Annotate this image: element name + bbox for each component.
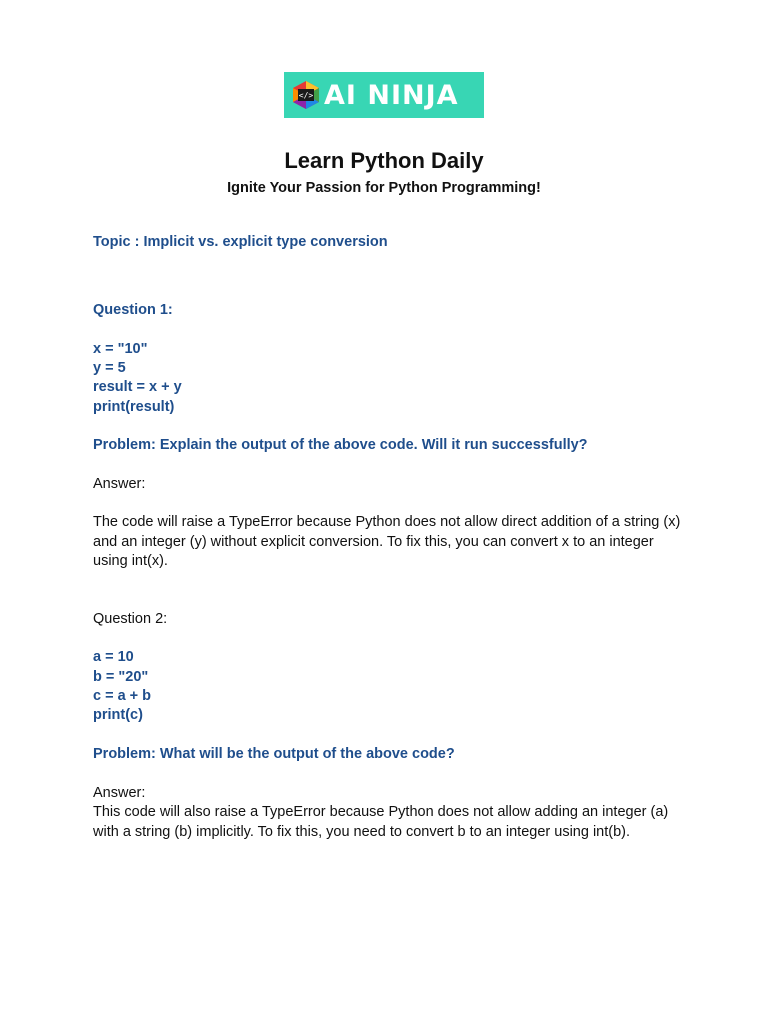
q2-answer-text: This code will also raise a TypeError because Python does not allow adding an integer (a) with a string (b) implicitly. To fix this, you need to convert b to an integer using int(b).: [93, 804, 669, 840]
q1-problem: Problem: Explain the output of the above code. Will it run successfully?: [93, 437, 588, 453]
question-2-label: Question 2:: [93, 611, 168, 627]
ai-ninja-logo: [284, 72, 484, 118]
logo-text: AI NINJA: [324, 79, 459, 111]
page-title: Learn Python Daily: [284, 148, 484, 173]
q2-code-line: a = 10: [93, 649, 134, 665]
q1-code-line: y = 5: [93, 360, 126, 376]
q1-code-line: result = x + y: [93, 379, 182, 395]
q2-answer-label: Answer:: [93, 785, 146, 801]
q1-answer-label: Answer:: [93, 476, 146, 492]
svg-text:</>: </>: [298, 91, 314, 100]
q2-code-line: print(c): [93, 707, 143, 723]
q1-answer-text: The code will raise a TypeError because Python does not allow direct addition of a string (x) and an integer (y) without explicit conversion. To fix this, you can convert x to an integer using int(x).: [93, 514, 681, 569]
q2-code-line: b = "20": [93, 669, 149, 685]
q2-code-line: c = a + b: [93, 688, 152, 704]
q1-code-line: x = "10": [93, 341, 148, 357]
question-1-label: Question 1:: [93, 302, 173, 318]
topic-heading: Topic : Implicit vs. explicit type conversion: [93, 234, 388, 250]
q2-problem: Problem: What will be the output of the above code?: [93, 746, 455, 762]
page-subtitle: Ignite Your Passion for Python Programming!: [227, 180, 541, 196]
code-brackets-icon: [292, 80, 320, 110]
q1-code-line: print(result): [93, 399, 175, 415]
